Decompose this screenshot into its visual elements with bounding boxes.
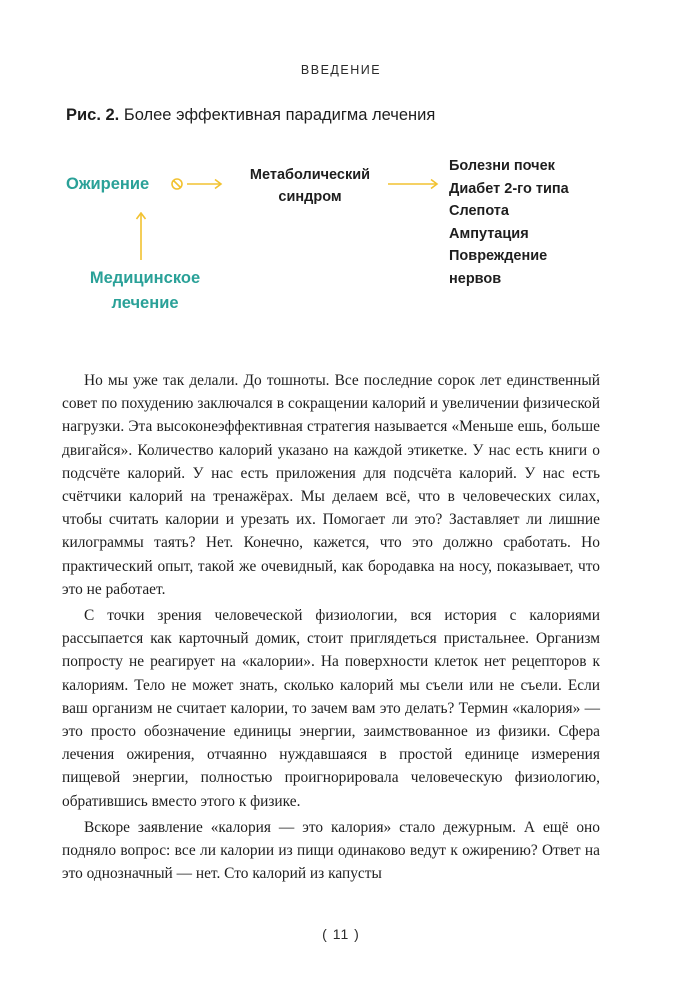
node-medical-line2: лечение [111, 294, 179, 312]
outcome-item: Повреждение [449, 248, 548, 264]
running-header: ВВЕДЕНИЕ [300, 63, 382, 77]
figure-caption-text: Более эффективная парадигма лечения [123, 106, 436, 124]
paragraph: С точки зрения человеческой физиологии, вся история с калориями рассыпается как карточный домик, стоит приглядеться пристальнее. Организм попросту не реагирует на «калории». На поверхности клеток нет рецепторов к калориям. Тело не может знать, сколько калорий мы съели или не съели. Если ваш организм не считает калории, то зачем вам это делать? Термин «калория» — это просто обозначение единицы энергии, заимствованное из физики. Сфера лечения ожирения, отчаянно нуждавшаяся в простой единице измерения пищевой энергии, полностью проигнорировала человеческую физиологию, обратившись вместо этого к физике. [62, 607, 600, 810]
inhibit-icon [165, 172, 189, 196]
paragraph: Но мы уже так делали. До тошноты. Все последние сорок лет единственный совет по похудению заключался в сокращении калорий и увеличении физической нагрузки. Эта высоконеэффективная стратегия называется «Меньше ешь, больше двигайся». Количество калорий указано на каждой этикетке. У нас есть книги о подсчёте калорий. У нас есть приложения для подсчёта калорий. У нас есть счётчики калорий на тренажёрах. Мы делаем всё, что в человеческих силах, чтобы считать калории и урезать их. Помогает ли это? Заставляет ли лишние килограммы таять? Нет. Конечно, кажется, что это должно сработать. Но практический опыт, такой же очевидный, как бородавка на носу, показывает, что это не работает. [62, 372, 600, 598]
node-medical-treatment [70, 266, 220, 316]
figure-label: Рис. 2. [66, 106, 120, 124]
node-obesity: Ожирение [66, 175, 150, 193]
paragraph: Вскоре заявление «калория — это калория» стало дежурным. А ещё оно подняло вопрос: все ли калории из пищи одинаково ведут к ожирению? Ответ на это однозначный — нет. Сто калорий из капусты [62, 818, 600, 883]
node-medical-line1: Медицинское [89, 269, 201, 287]
outcome-item: Слепота [449, 203, 509, 219]
paradigm-diagram [0, 150, 682, 320]
outcome-item: Диабет 2-го типа [449, 180, 569, 197]
arrow-obesity-to-metabolic-icon [187, 178, 227, 190]
arrow-medical-to-obesity-icon [134, 212, 148, 260]
page-number: ( 11 ) [322, 926, 360, 942]
outcome-item: Болезни почек [449, 158, 555, 174]
figure-caption [66, 106, 626, 125]
outcome-item: Ампутация [449, 225, 529, 242]
node-outcomes [449, 155, 569, 290]
node-metabolic-line2: синдром [278, 189, 342, 205]
body-text [62, 369, 600, 885]
arrow-metabolic-to-outcomes-icon [388, 178, 440, 190]
outcome-item: нервов [449, 270, 502, 287]
node-metabolic-line1: Метаболический [249, 167, 371, 183]
node-metabolic-syndrome [232, 164, 388, 208]
